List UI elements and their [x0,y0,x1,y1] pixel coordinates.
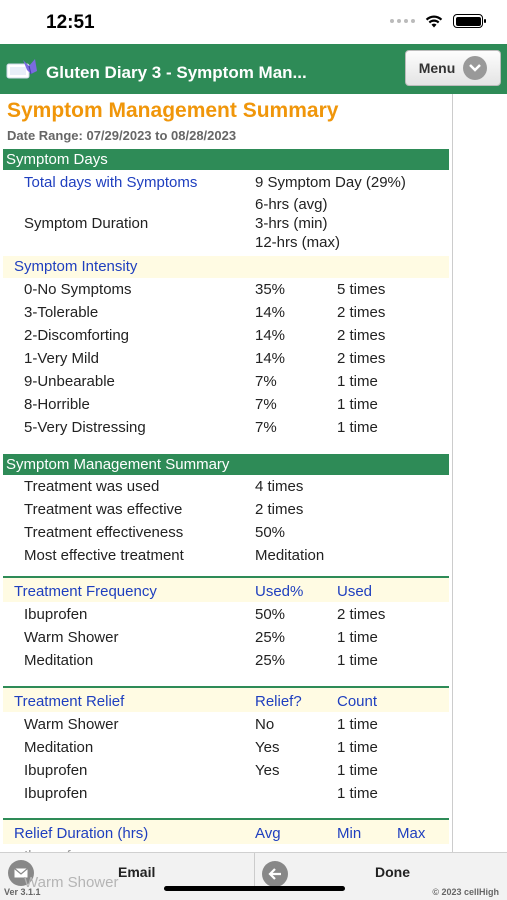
relief-label: Warm Shower [24,716,119,733]
intensity-label: 8-Horrible [24,396,90,413]
relief-duration-col-min: Min [337,825,362,842]
management-value: 2 times [255,501,304,518]
status-bar [0,0,507,44]
intensity-pct: 14% [255,350,286,367]
relief-value: Yes [255,739,280,756]
intensity-count: 1 time [337,419,378,436]
relief-label: Meditation [24,739,94,756]
intensity-count: 1 time [337,373,378,390]
frequency-label: Warm Shower [24,629,119,646]
signal-icon [390,19,415,23]
frequency-count: 2 times [337,606,386,623]
intensity-label: 1-Very Mild [24,350,100,367]
duration-max: 12-hrs (max) [255,234,341,251]
done-label: Done [375,864,410,880]
management-value: Meditation [255,547,325,564]
duration-avg: 6-hrs (avg) [255,196,328,213]
date-range: Date Range: 07/29/2023 to 08/28/2023 [7,128,237,143]
wifi-icon [425,15,443,28]
chevron-down-icon [463,56,487,80]
frequency-label: Ibuprofen [24,606,88,623]
frequency-count: 1 time [337,652,378,669]
duration-label: Symptom Duration [24,215,149,232]
management-value: 50% [255,524,286,541]
frequency-label: Meditation [24,652,94,669]
relief-value: Yes [255,762,280,779]
app-logo-icon [5,56,41,82]
menu-button[interactable] [405,50,501,86]
done-button[interactable] [255,853,507,889]
relief-count: 1 time [337,762,378,779]
relief-duration-col-avg: Avg [255,825,281,842]
frequency-count: 1 time [337,629,378,646]
relief-count: 1 time [337,739,378,756]
intensity-pct: 7% [255,419,277,436]
intensity-count: 5 times [337,281,386,298]
battery-icon [453,14,483,28]
intensity-count: 1 time [337,396,378,413]
management-label: Treatment effectiveness [24,524,184,541]
intensity-pct: 7% [255,396,277,413]
app-title: Gluten Diary 3 - Symptom Man... [46,63,307,82]
relief-count: 1 time [337,785,378,802]
intensity-pct: 35% [255,281,286,298]
version-label: Ver 3.1.1 [4,887,41,897]
section-header-management: Symptom Management Summary [3,454,449,475]
email-label: Email [118,864,156,880]
relief-header: Treatment Relief [14,693,125,710]
relief-duration-col-max: Max [397,825,426,842]
relief-col-relief: Relief? [255,693,302,710]
intensity-header: Symptom Intensity [14,258,138,275]
intensity-pct: 14% [255,304,286,321]
app-header [0,44,507,94]
total-days-value: 9 Symptom Day (29%) [255,174,406,191]
frequency-pct: 25% [255,652,286,669]
intensity-label: 9-Unbearable [24,373,115,390]
frequency-col-used-pct: Used% [255,583,304,600]
relief-col-count: Count [337,693,378,710]
intensity-label: 5-Very Distressing [24,419,146,436]
intensity-pct: 14% [255,327,286,344]
back-arrow-icon [262,861,288,887]
management-value: 4 times [255,478,304,495]
home-indicator [164,886,345,891]
intensity-pct: 7% [255,373,277,390]
frequency-pct: 50% [255,606,286,623]
frequency-header: Treatment Frequency [14,583,157,600]
total-days-label: Total days with Symptoms [24,174,198,191]
copyright-label: © 2023 cellHigh [432,887,499,897]
relief-label: Ibuprofen [24,762,88,779]
relief-value: No [255,716,275,733]
relief-duration-label: Warm Shower [24,874,119,891]
intensity-count: 2 times [337,350,386,367]
management-label: Most effective treatment [24,547,184,564]
frequency-col-used: Used [337,583,373,600]
status-time: 12:51 [46,12,95,33]
relief-duration-header: Relief Duration (hrs) [14,825,149,842]
intensity-count: 2 times [337,304,386,321]
intensity-label: 0-No Symptoms [24,281,132,298]
section-header-symptom-days: Symptom Days [3,149,449,170]
management-label: Treatment was effective [24,501,183,518]
relief-label: Ibuprofen [24,785,88,802]
relief-count: 1 time [337,716,378,733]
report-content[interactable] [3,94,453,852]
status-icons [390,14,483,28]
intensity-label: 3-Tolerable [24,304,99,321]
frequency-pct: 25% [255,629,286,646]
intensity-label: 2-Discomforting [24,327,130,344]
duration-min: 3-hrs (min) [255,215,328,232]
intensity-count: 2 times [337,327,386,344]
menu-label: Menu [418,60,456,76]
management-label: Treatment was used [24,478,160,495]
page-title: Symptom Management Summary [7,99,339,122]
